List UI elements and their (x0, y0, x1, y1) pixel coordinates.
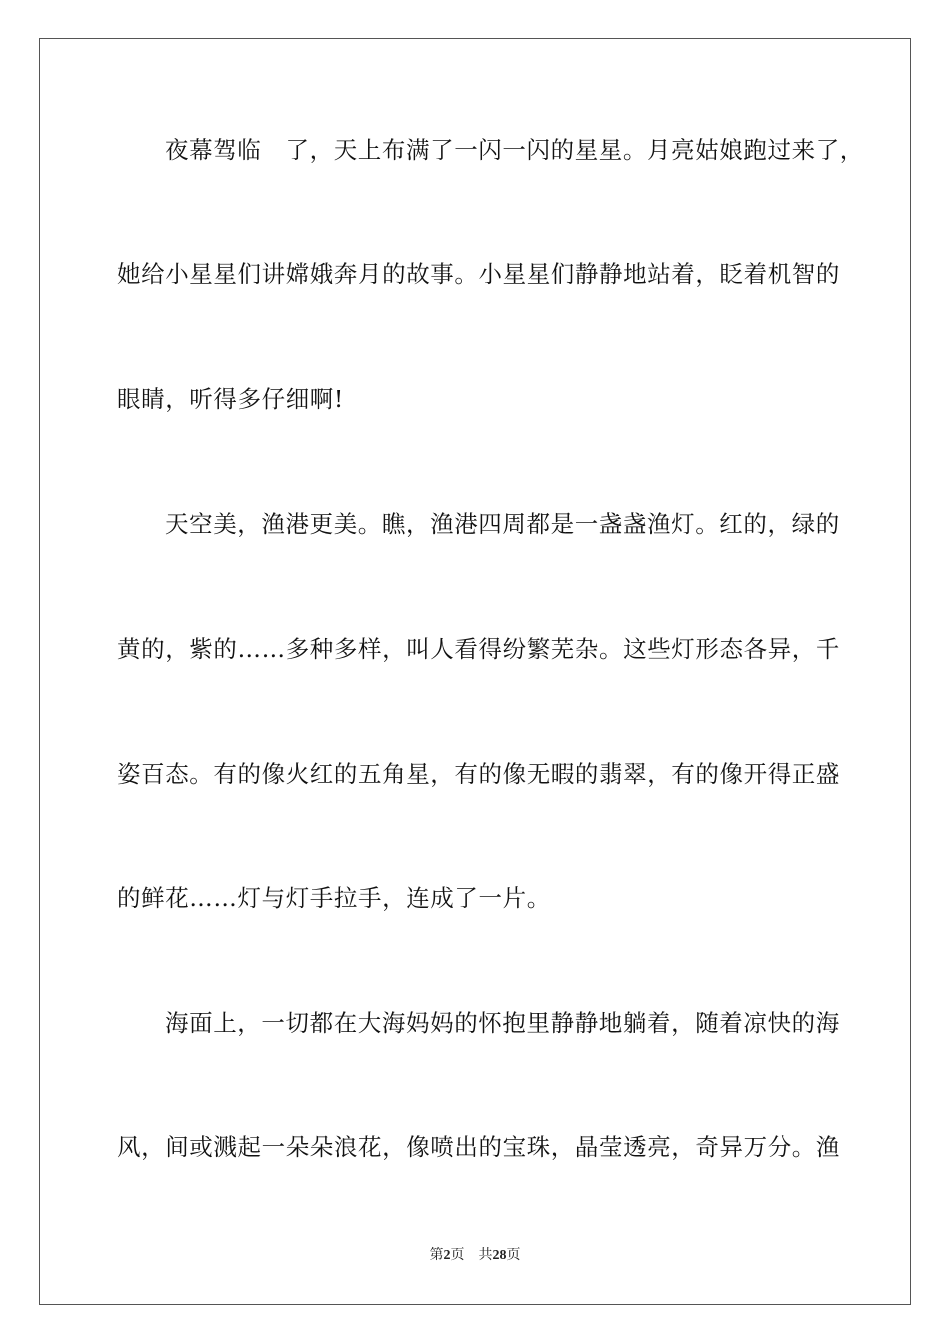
paragraph-1-line-2: 她给小星星们讲嫦娥奔月的故事。小星星们静静地站着，眨着机智的 (117, 260, 840, 288)
paragraph-2-line-2: 黄的，紫的……多种多样，叫人看得纷繁芜杂。这些灯形态各异，千 (117, 635, 840, 663)
paragraph-3-line-2: 风，间或溅起一朵朵浪花，像喷出的宝珠，晶莹透亮，奇异万分。渔 (117, 1133, 840, 1161)
page-number: 2 (443, 1248, 451, 1263)
paragraph-2-line-3: 姿百态。有的像火红的五角星，有的像无暇的翡翠，有的像开得正盛 (117, 760, 840, 788)
paragraph-1-line-3: 眼睛，听得多仔细啊! (117, 385, 344, 413)
total-suffix: 页 (506, 1247, 521, 1263)
total-pages: 28 (492, 1248, 507, 1263)
paragraph-1-line-1: 夜幕驾临 了，天上布满了一闪一闪的星星。月亮姑娘跑过来了， (165, 136, 864, 164)
page-prefix: 第 (429, 1247, 444, 1263)
page-border (39, 38, 911, 1305)
paragraph-3-line-1: 海面上，一切都在大海妈妈的怀抱里静静地躺着，随着凉快的海 (165, 1009, 840, 1037)
total-prefix: 共 (478, 1247, 493, 1263)
page-footer (0, 1246, 950, 1265)
paragraph-2-line-1: 天空美，渔港更美。瞧，渔港四周都是一盏盏渔灯。红的，绿的 (165, 510, 840, 538)
page-suffix: 页 (450, 1247, 465, 1263)
paragraph-2-line-4: 的鲜花……灯与灯手拉手，连成了一片。 (117, 884, 551, 912)
